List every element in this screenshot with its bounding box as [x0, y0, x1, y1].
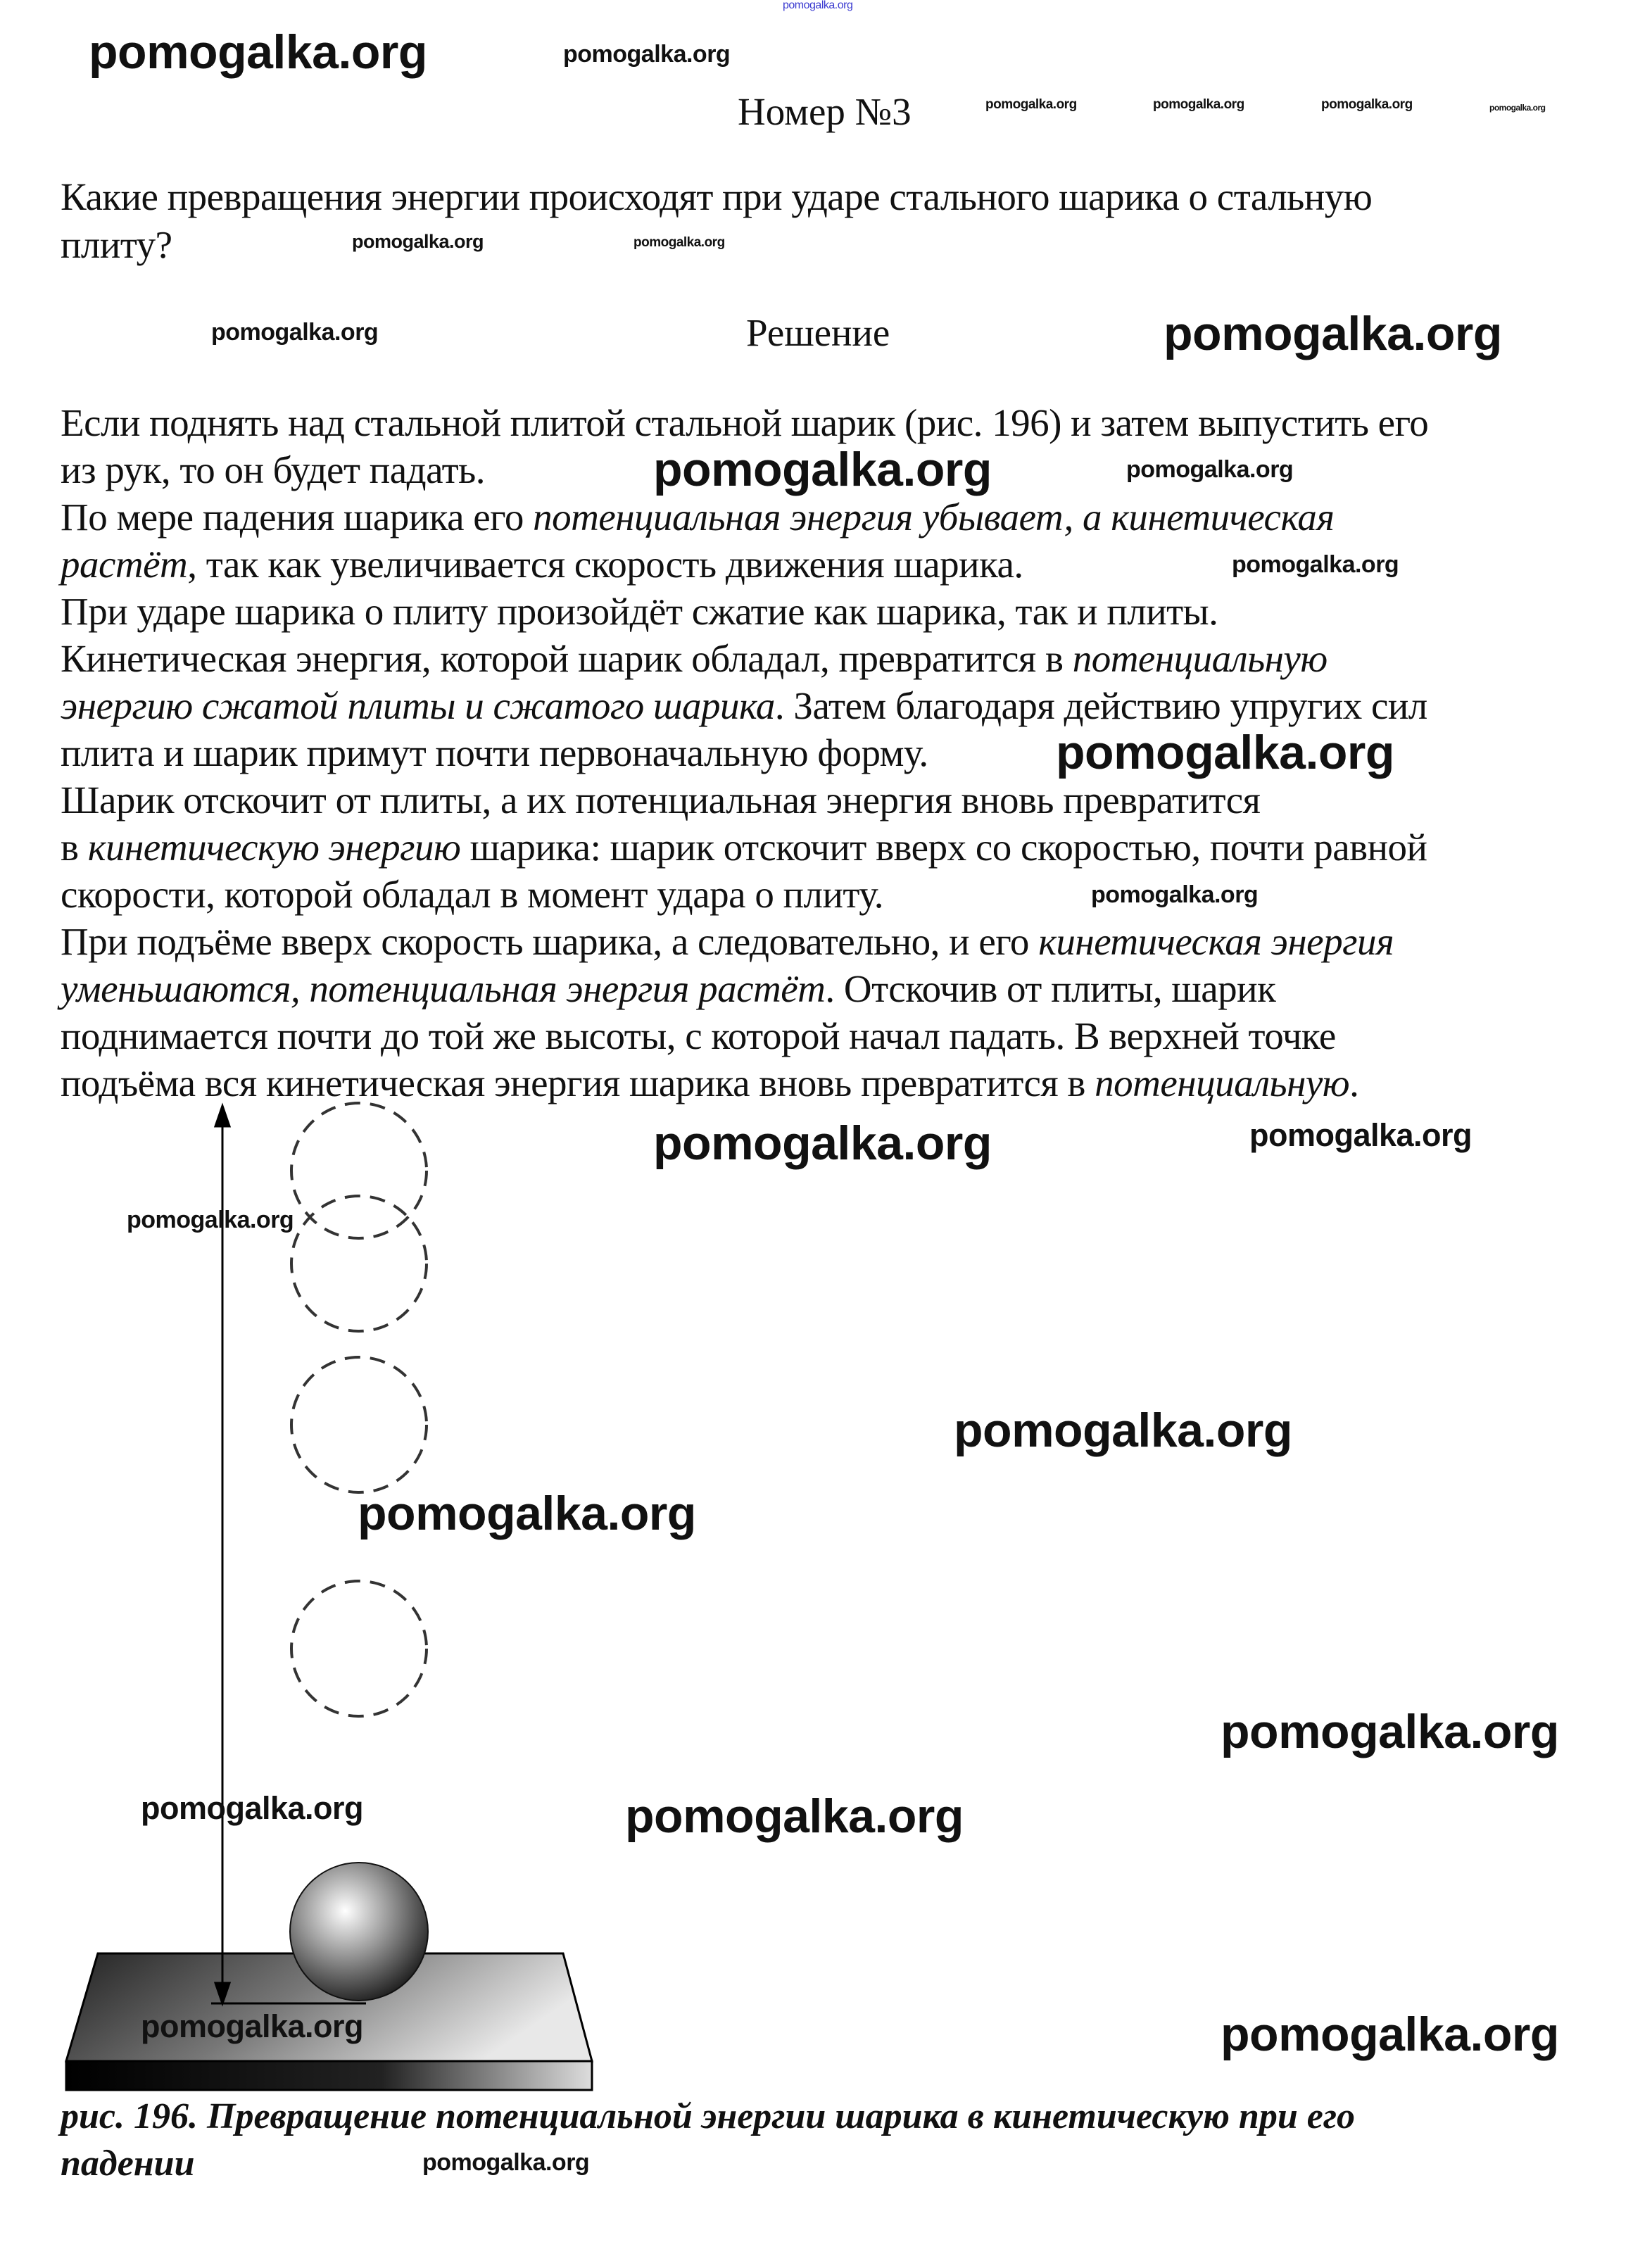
figure-caption-line-2: падении — [61, 2143, 195, 2184]
page-title: Номер №3 — [738, 90, 912, 133]
text: поднимается почти до той же высоты, с которой начал падать. В верхней точке — [61, 1014, 1336, 1057]
watermark: pomogalka.org — [1164, 307, 1502, 360]
text: , так как увеличивается скорость движения шарика. — [187, 543, 1023, 586]
italic-text: потенциальная энергия убывает, а кинетическая — [533, 496, 1335, 539]
watermark: pomogalka.org — [783, 0, 853, 11]
figure-caption-line-1: рис. 196. Превращение потенциальной энергии шарика в кинетическую при его — [61, 2096, 1356, 2136]
text: . Затем благодаря действию упругих сил — [774, 684, 1427, 727]
watermark: pomogalka.org — [211, 319, 379, 346]
watermark: pomogalka.org — [1153, 97, 1244, 112]
text: Шарик отскочит от плиты, а их потенциальная энергия вновь превратится — [61, 779, 1261, 821]
dashed-ball-position — [291, 1103, 427, 1238]
watermark: pomogalka.org — [985, 97, 1077, 112]
text: При ударе шарика о плиту произойдёт сжатие как шарика, так и плиты. — [61, 590, 1218, 633]
watermark: pomogalka.org — [1091, 881, 1259, 908]
italic-text: энергию сжатой плиты и сжатого шарика — [61, 684, 775, 727]
watermark: pomogalka.org — [352, 231, 484, 252]
question-line-2: плиту? — [61, 223, 172, 266]
dashed-ball-position — [291, 1196, 427, 1331]
italic-text: потенциальную — [1072, 637, 1328, 680]
dashed-ball-position — [291, 1581, 427, 1716]
watermark: pomogalka.org — [358, 1487, 696, 1540]
watermark: pomogalka.org — [633, 235, 725, 250]
watermark: pomogalka.org — [1221, 2008, 1559, 2061]
text: шарика: шарик отскочит вверх со скоростью, почти равной — [460, 826, 1427, 869]
watermark: pomogalka.org — [563, 41, 731, 68]
watermark: pomogalka.org — [127, 1207, 294, 1233]
italic-text: уменьшаются, потенциальная энергия растёт — [61, 967, 826, 1010]
watermark: pomogalka.org — [1321, 97, 1413, 112]
solution-heading: Решение — [746, 311, 890, 354]
text: подъёма вся кинетическая энергия шарика вновь превратится в — [61, 1062, 1095, 1104]
italic-text: кинетическую энергию — [87, 826, 461, 869]
watermark: pomogalka.org — [1489, 103, 1546, 113]
watermark: pomogalka.org — [1221, 1705, 1559, 1758]
watermark: pomogalka.org — [1249, 1117, 1473, 1153]
dashed-ball-position — [291, 1357, 427, 1492]
text: в — [61, 826, 88, 869]
ball-trajectory — [291, 1103, 427, 1716]
italic-text: растёт — [61, 543, 188, 586]
italic-text: кинетическая энергия — [1038, 920, 1394, 963]
watermark: pomogalka.org — [625, 1789, 964, 1843]
watermark: pomogalka.org — [141, 1790, 364, 1826]
watermark: pomogalka.org — [422, 2149, 590, 2176]
watermark: pomogalka.org — [89, 25, 427, 79]
watermark: pomogalka.org — [1126, 456, 1294, 483]
watermark: pomogalka.org — [141, 2008, 364, 2044]
watermark: pomogalka.org — [1056, 726, 1394, 779]
text: скорости, которой обладал в момент удара о плиту. — [61, 873, 883, 916]
text: Кинетическая энергия, которой шарик обладал, превратится в — [61, 637, 1073, 680]
watermark: pomogalka.org — [1232, 551, 1399, 578]
text: По мере падения шарика его — [61, 496, 534, 539]
text: При подъёме вверх скорость шарика, а следовательно, и его — [61, 920, 1039, 963]
watermark: pomogalka.org — [653, 443, 992, 496]
text: . — [1349, 1062, 1359, 1104]
watermark: pomogalka.org — [954, 1404, 1292, 1457]
italic-text: потенциальную — [1095, 1062, 1350, 1104]
question-line-1: Какие превращения энергии происходят при ударе стального шарика о стальную — [61, 175, 1373, 218]
text: . Отскочив от плиты, шарик — [825, 967, 1276, 1010]
text: из рук, то он будет падать. — [61, 448, 485, 491]
text: Если поднять над стальной плитой стальной шарик (рис. 196) и затем выпустить его — [61, 401, 1429, 444]
text: плита и шарик примут почти первоначальную форму. — [61, 731, 928, 774]
ball — [290, 1863, 428, 2001]
watermark: pomogalka.org — [653, 1116, 992, 1170]
